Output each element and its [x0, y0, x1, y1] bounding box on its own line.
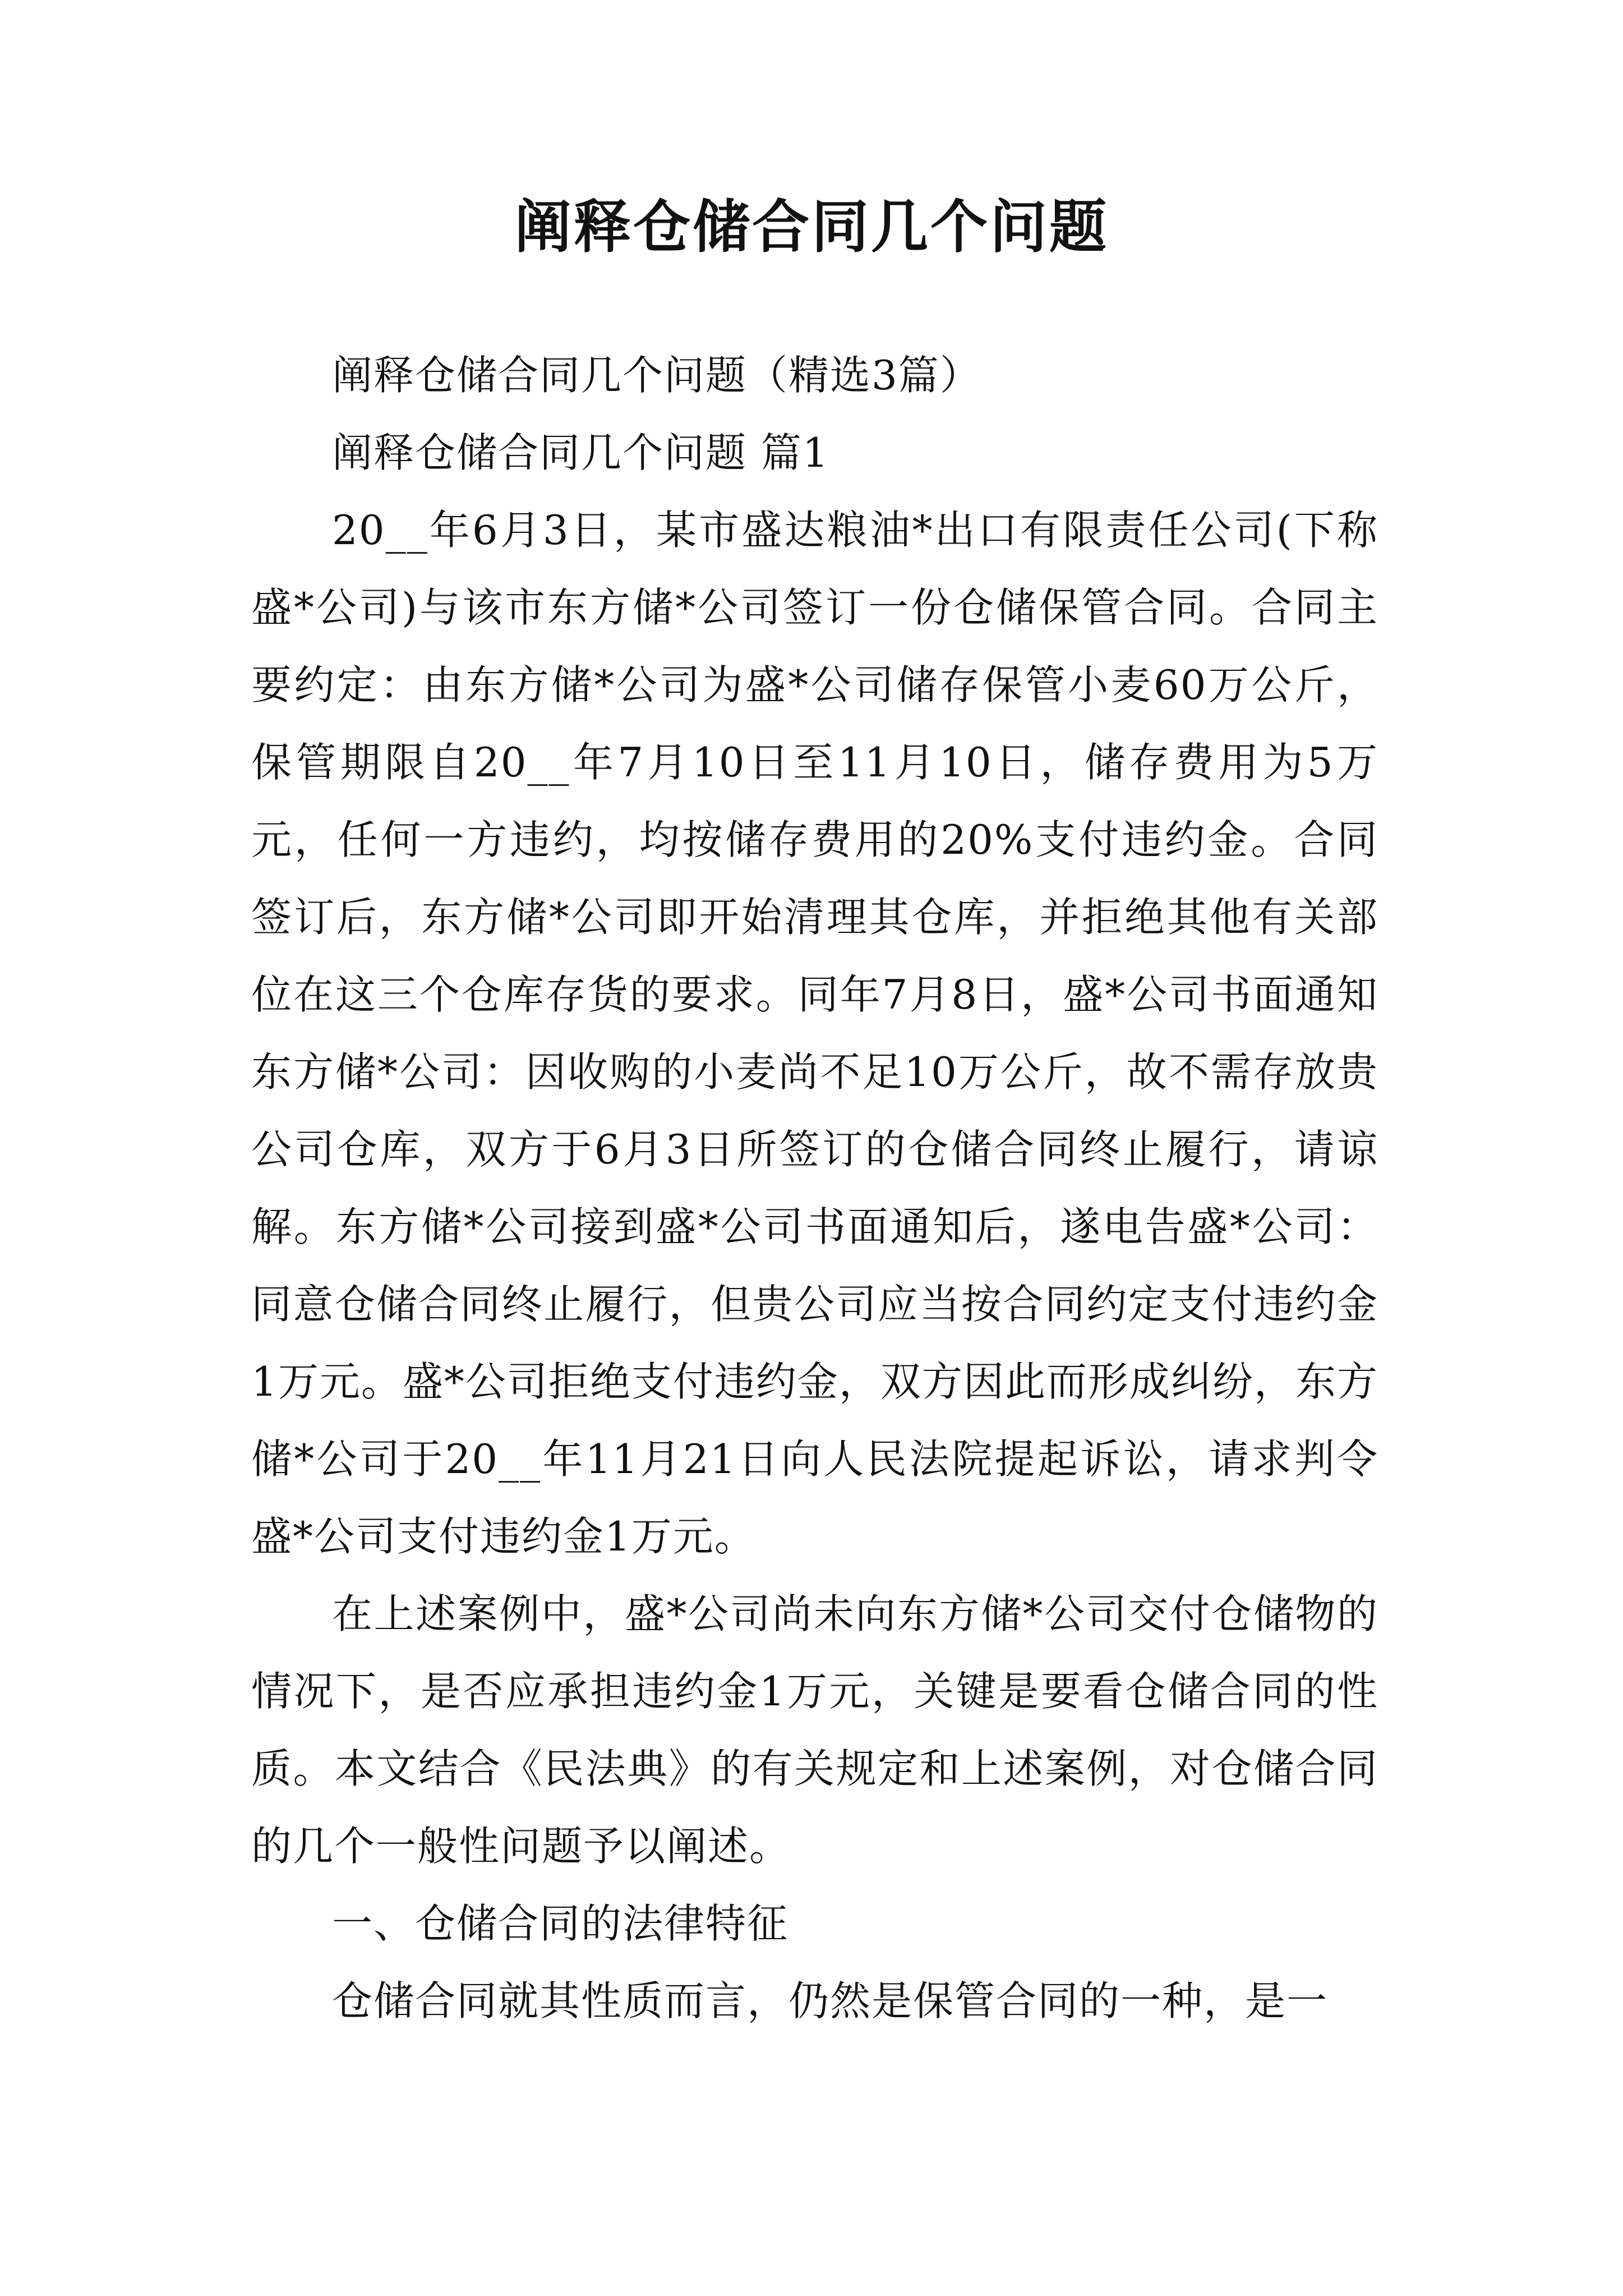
paragraph-legal-features: 仓储合同就其性质而言，仍然是保管合同的一种，是一: [332, 1977, 1329, 2024]
paragraph-subtitle: 阐释仓储合同几个问题（精选3篇）: [332, 352, 981, 399]
paragraph-section-heading: 阐释仓储合同几个问题 篇1: [332, 429, 829, 476]
document-body: [251, 337, 1378, 2040]
paragraph-heading-1: 一、仓储合同的法律特征: [332, 1900, 789, 1947]
paragraph-case: 20__年6月3日，某市盛达粮油*出口有限责任公司(下称盛*公司)与该市东方储*公司签订一份仓储保管合同。合同主要约定：由东方储*公司为盛*公司储存保管小麦60万公斤，保管期限自20__年7月10日至11月10日，储存费用为5万元，任何一方违约，均按储存费用的20%支付违约金。合同签订后，东方储*公司即开始清理其仓库，并拒绝其他有关部位在这三个仓库存货的要求。同年7月8日，盛*公司书面通知东方储*公司：因收购的小麦尚不足10万公斤，故不需存放贵公司仓库，双方于6月3日所签订的仓储合同终止履行，请谅解。东方储*公司接到盛*公司书面通知后，遂电告盛*公司：同意仓储合同终止履行，但贵公司应当按合同约定支付违约金1万元。盛*公司拒绝支付违约金，双方因此而形成纠纷，东方储*公司于20__年11月21日向人民法院提起诉讼，请求判令盛*公司支付违约金1万元。: [251, 507, 1378, 1560]
document-title: 阐释仓储合同几个问题: [514, 194, 1109, 261]
paragraph-analysis: 在上述案例中，盛*公司尚未向东方储*公司交付仓储物的情况下，是否应承担违约金1万元，关键是要看仓储合同的性质。本文结合《民法典》的有关规定和上述案例，对仓储合同的几个一般性问题予以阐述。: [251, 1590, 1378, 1870]
